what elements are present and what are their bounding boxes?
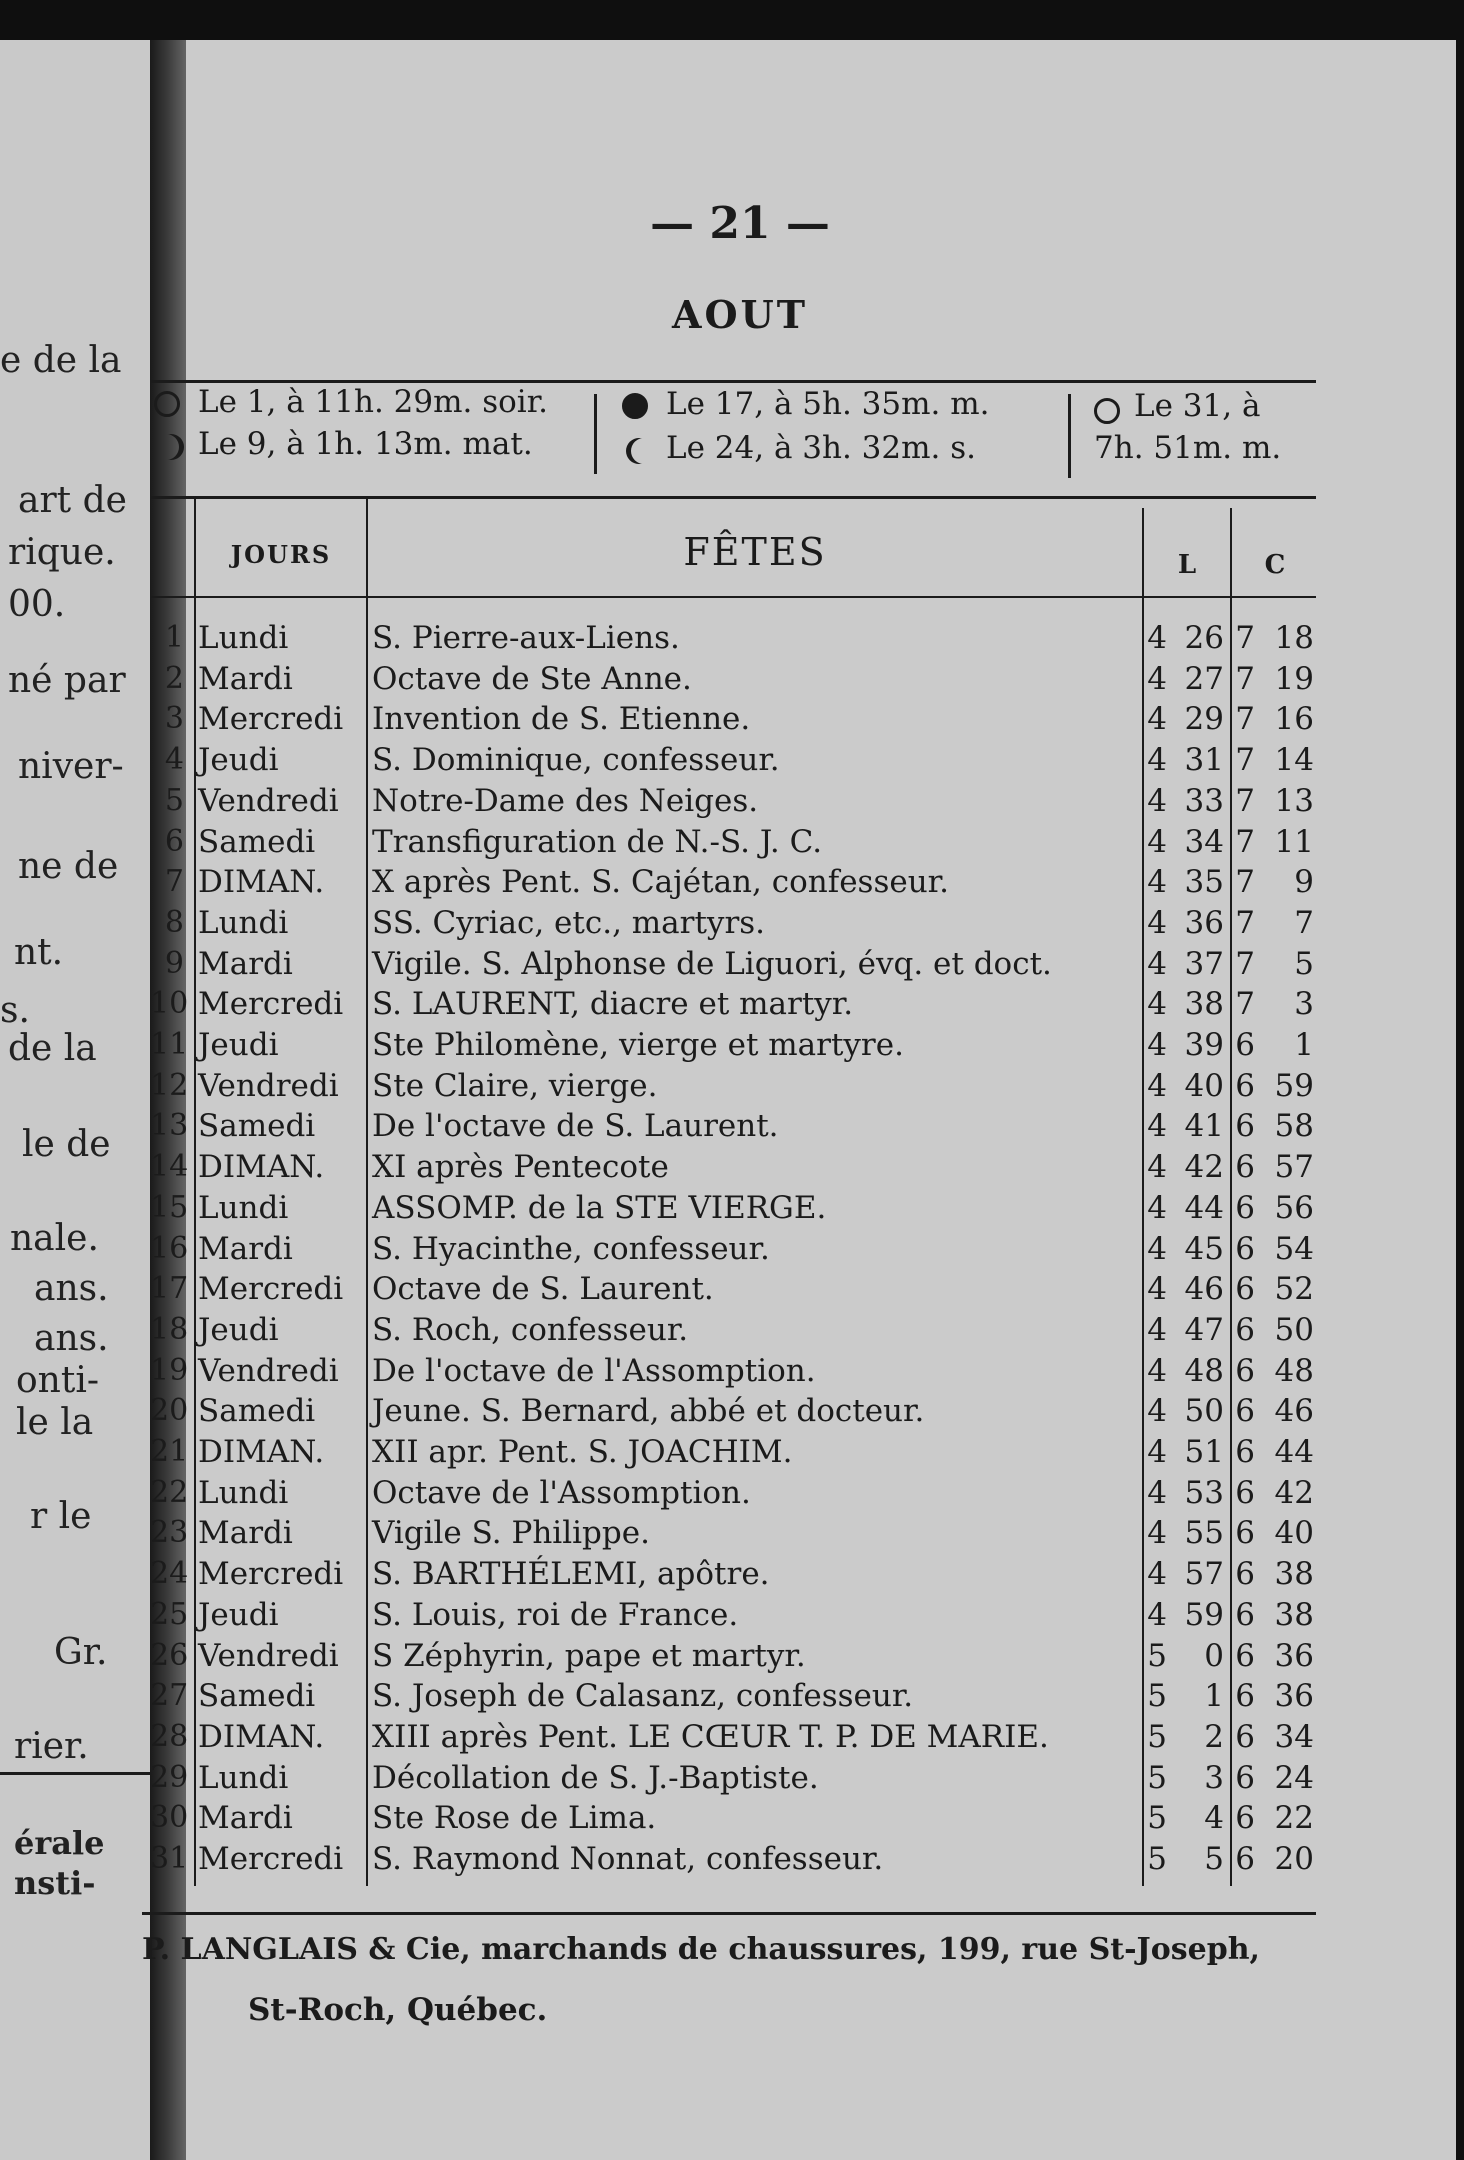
moon-phase-text: 7h. 51m. m. xyxy=(1094,430,1282,466)
left-fragment: rier. xyxy=(14,1726,89,1767)
left-fragment: ans. xyxy=(34,1318,109,1359)
sunset-minute: 46 xyxy=(1274,1393,1314,1430)
table-row xyxy=(0,862,1464,902)
header-rule xyxy=(150,596,1316,598)
table-row xyxy=(0,1025,1464,1065)
left-fragment: r le xyxy=(30,1496,92,1537)
table-row xyxy=(0,1676,1464,1716)
sunrise-minute: 57 xyxy=(1184,1556,1224,1593)
sunset-hour: 6 xyxy=(1235,1596,1255,1633)
sunset-minute: 20 xyxy=(1274,1841,1314,1877)
feast-name: S. LAURENT, diacre et martyr. xyxy=(372,986,854,1023)
feast-name: S. Roch, confesseur. xyxy=(372,1311,689,1348)
sunrise-hour: 4 xyxy=(1147,1230,1167,1267)
sunrise-hour: 4 xyxy=(1147,742,1167,779)
sunset-hour: 7 xyxy=(1235,620,1255,656)
full-moon-icon xyxy=(622,393,648,419)
new-moon-icon xyxy=(1094,398,1120,424)
left-fragment: ans. xyxy=(34,1268,109,1309)
moon-phase-text: Le 1, à 11h. 29m. soir. xyxy=(198,384,548,420)
day-number: 13 xyxy=(150,1108,189,1144)
last-quarter-icon xyxy=(626,438,652,464)
sunset-minute: 11 xyxy=(1274,823,1314,860)
sunset-minute: 57 xyxy=(1274,1149,1314,1186)
table-row xyxy=(0,1229,1464,1269)
feast-name: Notre-Dame des Neiges. xyxy=(372,782,759,819)
sunset-hour: 7 xyxy=(1235,945,1255,982)
left-fragment: art de xyxy=(18,480,127,521)
day-number: 24 xyxy=(150,1556,189,1592)
weekday: Vendredi xyxy=(198,1637,339,1674)
table-row xyxy=(0,1758,1464,1798)
moon-top-rule xyxy=(150,380,1316,383)
sunset-hour: 7 xyxy=(1235,986,1255,1023)
feast-name: S. Dominique, confesseur. xyxy=(372,742,780,779)
sunrise-hour: 4 xyxy=(1147,904,1167,941)
sunrise-minute: 37 xyxy=(1184,945,1224,982)
sunrise-minute: 2 xyxy=(1204,1718,1224,1755)
sunset-minute: 54 xyxy=(1274,1230,1314,1267)
day-number: 12 xyxy=(150,1067,189,1103)
sunset-minute: 13 xyxy=(1274,782,1314,819)
feast-name: S. BARTHÉLEMI, apôtre. xyxy=(372,1556,770,1593)
sunrise-hour: 4 xyxy=(1147,1515,1167,1552)
table-row xyxy=(0,1513,1464,1553)
left-fragment: le de xyxy=(22,1124,111,1165)
sunset-minute: 42 xyxy=(1274,1474,1314,1511)
sunrise-minute: 50 xyxy=(1184,1393,1224,1430)
feast-name: X après Pent. S. Cajétan, confesseur. xyxy=(372,864,949,901)
moon-phase-text: Le 9, à 1h. 13m. mat. xyxy=(198,426,533,462)
weekday: Mardi xyxy=(198,1800,293,1837)
weekday: DIMAN. xyxy=(198,1434,325,1470)
weekday: Jeudi xyxy=(198,1311,279,1348)
feast-name: Octave de S. Laurent. xyxy=(372,1271,714,1308)
sunrise-hour: 4 xyxy=(1147,1596,1167,1633)
sunrise-hour: 4 xyxy=(1147,1474,1167,1511)
day-number: 22 xyxy=(150,1474,189,1510)
weekday: Vendredi xyxy=(198,1352,339,1389)
table-row xyxy=(0,781,1464,821)
feast-name: ASSOMP. de la STE VIERGE. xyxy=(372,1189,827,1226)
weekday: Lundi xyxy=(198,1189,289,1226)
feast-name: Vigile S. Philippe. xyxy=(372,1515,650,1552)
sunrise-hour: 4 xyxy=(1147,1189,1167,1226)
sunrise-hour: 5 xyxy=(1147,1759,1167,1796)
sunset-minute: 59 xyxy=(1274,1067,1314,1104)
sunrise-minute: 3 xyxy=(1204,1759,1224,1796)
sunset-hour: 6 xyxy=(1235,1311,1255,1348)
sunset-hour: 6 xyxy=(1235,1067,1255,1104)
header-c: C xyxy=(1264,550,1286,580)
sunset-hour: 6 xyxy=(1235,1189,1255,1226)
sunset-minute: 38 xyxy=(1274,1556,1314,1593)
feast-name: S. Hyacinthe, confesseur. xyxy=(372,1230,770,1267)
sunset-minute: 48 xyxy=(1274,1352,1314,1389)
feast-name: XIII après Pent. LE CŒUR T. P. DE MARIE. xyxy=(372,1718,1049,1755)
weekday: Vendredi xyxy=(198,1067,339,1104)
day-number: 25 xyxy=(150,1596,189,1632)
day-number: 26 xyxy=(150,1637,189,1673)
day-number: 14 xyxy=(150,1149,189,1185)
weekday: Mardi xyxy=(198,1515,293,1552)
sunrise-minute: 31 xyxy=(1184,742,1224,779)
sunset-hour: 6 xyxy=(1235,1108,1255,1145)
header-fetes: FÊTES xyxy=(683,530,827,574)
sunset-hour: 6 xyxy=(1235,1352,1255,1389)
feast-name: Octave de l'Assomption. xyxy=(372,1474,751,1511)
weekday: DIMAN. xyxy=(198,1718,325,1755)
sunrise-hour: 4 xyxy=(1147,1108,1167,1145)
moon-phase-text: Le 31, à xyxy=(1134,388,1261,424)
sunset-minute: 1 xyxy=(1294,1027,1314,1063)
sunrise-minute: 27 xyxy=(1184,660,1224,697)
sunset-minute: 14 xyxy=(1274,742,1314,779)
day-number: 19 xyxy=(150,1352,189,1388)
sunrise-hour: 4 xyxy=(1147,1352,1167,1389)
sunrise-hour: 4 xyxy=(1147,620,1167,656)
sunrise-minute: 45 xyxy=(1184,1230,1224,1267)
left-fragment: rique. xyxy=(8,532,116,573)
table-row xyxy=(0,618,1464,658)
table-row xyxy=(0,1839,1464,1879)
moon-phase-text: Le 17, à 5h. 35m. m. xyxy=(666,386,990,422)
sunset-minute: 24 xyxy=(1274,1759,1314,1796)
feast-name: Invention de S. Etienne. xyxy=(372,701,751,738)
sunset-hour: 6 xyxy=(1235,1718,1255,1755)
sunset-minute: 18 xyxy=(1274,620,1314,656)
sunrise-minute: 35 xyxy=(1184,864,1224,901)
sunrise-minute: 4 xyxy=(1204,1800,1224,1837)
day-number: 27 xyxy=(150,1678,189,1714)
sunrise-minute: 46 xyxy=(1184,1271,1224,1308)
weekday: Jeudi xyxy=(198,1027,279,1063)
sunrise-minute: 41 xyxy=(1184,1108,1224,1145)
day-number: 29 xyxy=(150,1759,189,1795)
sunset-hour: 7 xyxy=(1235,660,1255,697)
left-fragment: le la xyxy=(16,1402,94,1443)
day-number: 1 xyxy=(164,620,184,655)
left-fragment: nt. xyxy=(14,932,64,973)
feast-name: S. Pierre-aux-Liens. xyxy=(372,620,680,656)
left-fragment: 00. xyxy=(8,584,66,625)
sunset-minute: 40 xyxy=(1274,1515,1314,1552)
table-row xyxy=(0,1269,1464,1309)
weekday: Samedi xyxy=(198,1678,316,1715)
sunrise-minute: 42 xyxy=(1184,1149,1224,1186)
sunrise-hour: 4 xyxy=(1147,1027,1167,1063)
moon-divider xyxy=(1068,394,1071,478)
day-number: 6 xyxy=(164,823,184,859)
day-number: 5 xyxy=(164,782,184,818)
sunset-minute: 56 xyxy=(1274,1189,1314,1226)
day-number: 2 xyxy=(164,660,184,696)
sunset-hour: 6 xyxy=(1235,1637,1255,1674)
sunrise-hour: 5 xyxy=(1147,1678,1167,1715)
weekday: Lundi xyxy=(198,1759,289,1796)
sunset-hour: 7 xyxy=(1235,701,1255,738)
weekday: Mercredi xyxy=(198,1271,344,1308)
sunset-hour: 6 xyxy=(1235,1474,1255,1511)
sunrise-minute: 39 xyxy=(1184,1027,1224,1063)
weekday: Jeudi xyxy=(198,1596,279,1633)
table-row xyxy=(0,1106,1464,1146)
first-quarter-icon xyxy=(158,434,184,460)
sunrise-minute: 47 xyxy=(1184,1311,1224,1348)
left-fragment: nsti- xyxy=(14,1864,96,1902)
table-row xyxy=(0,1798,1464,1838)
day-number: 23 xyxy=(150,1515,189,1551)
day-number: 20 xyxy=(150,1393,189,1429)
sunrise-minute: 53 xyxy=(1184,1474,1224,1511)
sunset-minute: 36 xyxy=(1274,1637,1314,1674)
sunset-hour: 6 xyxy=(1235,1230,1255,1267)
sunset-minute: 50 xyxy=(1274,1311,1314,1348)
sunrise-hour: 4 xyxy=(1147,1149,1167,1186)
sunrise-hour: 5 xyxy=(1147,1800,1167,1837)
left-fragment: érale xyxy=(14,1824,105,1862)
day-number: 3 xyxy=(164,701,184,737)
sunrise-minute: 29 xyxy=(1184,701,1224,738)
sunset-minute: 36 xyxy=(1274,1678,1314,1715)
day-number: 16 xyxy=(150,1230,189,1266)
sunrise-hour: 4 xyxy=(1147,1556,1167,1593)
page-number: — 21 — xyxy=(650,198,830,249)
left-fragment: Gr. xyxy=(54,1632,108,1673)
month-title: AOUT xyxy=(671,292,808,337)
sunrise-hour: 4 xyxy=(1147,782,1167,819)
feast-name: Ste Philomène, vierge et martyre. xyxy=(372,1027,904,1063)
weekday: Mardi xyxy=(198,1230,293,1267)
table-row xyxy=(0,1310,1464,1350)
sunrise-minute: 26 xyxy=(1184,620,1224,656)
weekday: Samedi xyxy=(198,1108,316,1145)
sunset-hour: 6 xyxy=(1235,1678,1255,1715)
table-row xyxy=(0,1391,1464,1431)
left-fragment: s. xyxy=(0,990,30,1031)
day-number: 7 xyxy=(164,864,184,900)
sunrise-hour: 5 xyxy=(1147,1841,1167,1877)
sunrise-hour: 4 xyxy=(1147,701,1167,738)
sunset-hour: 6 xyxy=(1235,1149,1255,1186)
sunrise-minute: 5 xyxy=(1204,1841,1224,1877)
feast-name: S. Raymond Nonnat, confesseur. xyxy=(372,1841,884,1877)
table-row xyxy=(0,1066,1464,1106)
sunrise-hour: 5 xyxy=(1147,1637,1167,1674)
sunset-hour: 7 xyxy=(1235,742,1255,779)
day-number: 11 xyxy=(150,1027,189,1062)
sunrise-minute: 44 xyxy=(1184,1189,1224,1226)
sunrise-minute: 55 xyxy=(1184,1515,1224,1552)
sunrise-minute: 48 xyxy=(1184,1352,1224,1389)
table-row xyxy=(0,1554,1464,1594)
sunset-minute: 52 xyxy=(1274,1271,1314,1308)
left-fragment: nale. xyxy=(10,1218,99,1259)
table-row xyxy=(0,903,1464,943)
feast-name: Octave de Ste Anne. xyxy=(372,660,692,697)
sunset-minute: 5 xyxy=(1294,945,1314,982)
sunset-minute: 9 xyxy=(1294,864,1314,901)
day-number: 31 xyxy=(150,1841,189,1876)
weekday: DIMAN. xyxy=(198,864,325,901)
sunset-hour: 6 xyxy=(1235,1434,1255,1470)
left-fragment: e de la xyxy=(0,340,122,381)
table-row xyxy=(0,1473,1464,1513)
day-number: 18 xyxy=(150,1311,189,1347)
weekday: Mercredi xyxy=(198,1556,344,1593)
weekday: Vendredi xyxy=(198,782,339,819)
table-row xyxy=(0,699,1464,739)
feast-name: Ste Claire, vierge. xyxy=(372,1067,658,1104)
table-row xyxy=(0,944,1464,984)
sunrise-minute: 59 xyxy=(1184,1596,1224,1633)
weekday: Mercredi xyxy=(198,1841,344,1877)
sunset-minute: 3 xyxy=(1294,986,1314,1023)
weekday: Lundi xyxy=(198,620,289,656)
table-row xyxy=(0,1595,1464,1635)
sunrise-minute: 0 xyxy=(1204,1637,1224,1674)
sunrise-hour: 4 xyxy=(1147,1271,1167,1308)
feast-name: Jeune. S. Bernard, abbé et docteur. xyxy=(372,1393,925,1430)
sunset-hour: 6 xyxy=(1235,1800,1255,1837)
feast-name: SS. Cyriac, etc., martyrs. xyxy=(372,904,766,941)
sunset-hour: 6 xyxy=(1235,1393,1255,1430)
sunrise-minute: 38 xyxy=(1184,986,1224,1023)
sunset-hour: 7 xyxy=(1235,823,1255,860)
sunrise-hour: 5 xyxy=(1147,1718,1167,1755)
table-row xyxy=(0,1717,1464,1757)
day-number: 21 xyxy=(150,1434,189,1469)
day-number: 28 xyxy=(150,1718,189,1754)
header-l: L xyxy=(1177,550,1197,580)
day-number: 4 xyxy=(164,742,184,778)
sunrise-minute: 40 xyxy=(1184,1067,1224,1104)
left-fragment: niver- xyxy=(18,746,124,787)
weekday: Samedi xyxy=(198,1393,316,1430)
sunset-minute: 58 xyxy=(1274,1108,1314,1145)
feast-name: S Zéphyrin, pape et martyr. xyxy=(372,1637,806,1674)
sunset-hour: 6 xyxy=(1235,1556,1255,1593)
feast-name: XI après Pentecote xyxy=(372,1149,669,1186)
table-row xyxy=(0,1188,1464,1228)
feast-name: S. Joseph de Calasanz, confesseur. xyxy=(372,1678,914,1715)
table-row xyxy=(0,659,1464,699)
sunset-hour: 6 xyxy=(1235,1271,1255,1308)
sunset-hour: 7 xyxy=(1235,904,1255,941)
sunrise-minute: 33 xyxy=(1184,782,1224,819)
sunrise-hour: 4 xyxy=(1147,823,1167,860)
feast-name: XII apr. Pent. S. JOACHIM. xyxy=(372,1434,793,1470)
new-moon-icon xyxy=(154,391,180,417)
sunrise-minute: 1 xyxy=(1204,1678,1224,1715)
weekday: Lundi xyxy=(198,904,289,941)
sunset-hour: 6 xyxy=(1235,1841,1255,1877)
weekday: Jeudi xyxy=(198,742,279,779)
table-row xyxy=(0,740,1464,780)
weekday: Mercredi xyxy=(198,701,344,738)
sunset-minute: 7 xyxy=(1294,904,1314,941)
sunrise-hour: 4 xyxy=(1147,986,1167,1023)
sunset-hour: 6 xyxy=(1235,1759,1255,1796)
footer-advert-line1: P. LANGLAIS & Cie, marchands de chaussures, 199, rue St-Joseph, xyxy=(142,1932,1260,1967)
sunrise-hour: 4 xyxy=(1147,945,1167,982)
day-number: 30 xyxy=(150,1800,189,1836)
moon-bottom-rule xyxy=(150,496,1316,499)
table-row xyxy=(0,1432,1464,1472)
sunset-hour: 7 xyxy=(1235,782,1255,819)
feast-name: Transfiguration de N.-S. J. C. xyxy=(372,823,823,860)
table-row xyxy=(0,822,1464,862)
weekday: Mercredi xyxy=(198,986,344,1023)
feast-name: Vigile. S. Alphonse de Liguori, évq. et doct. xyxy=(372,945,1052,982)
left-fragment: ne de xyxy=(18,846,119,887)
weekday: Mardi xyxy=(198,660,293,697)
feast-name: Ste Rose de Lima. xyxy=(372,1800,657,1837)
footer-rule xyxy=(142,1912,1316,1915)
moon-divider xyxy=(594,394,597,474)
moon-phase-text: Le 24, à 3h. 32m. s. xyxy=(666,430,976,466)
sunrise-hour: 4 xyxy=(1147,1067,1167,1104)
sunset-minute: 38 xyxy=(1274,1596,1314,1633)
weekday: DIMAN. xyxy=(198,1149,325,1186)
weekday: Mardi xyxy=(198,945,293,982)
sunset-hour: 6 xyxy=(1235,1515,1255,1552)
left-fragment: de la xyxy=(8,1028,97,1069)
feast-name: De l'octave de S. Laurent. xyxy=(372,1108,779,1145)
sunrise-minute: 34 xyxy=(1184,823,1224,860)
left-fragment: onti- xyxy=(16,1360,100,1401)
sunrise-hour: 4 xyxy=(1147,1434,1167,1470)
sunset-minute: 22 xyxy=(1274,1800,1314,1837)
sunrise-hour: 4 xyxy=(1147,1311,1167,1348)
sunrise-hour: 4 xyxy=(1147,1393,1167,1430)
sunrise-hour: 4 xyxy=(1147,660,1167,697)
table-row xyxy=(0,984,1464,1024)
table-row xyxy=(0,1636,1464,1676)
sunrise-hour: 4 xyxy=(1147,864,1167,901)
sunrise-minute: 36 xyxy=(1184,904,1224,941)
weekday: Lundi xyxy=(198,1474,289,1511)
day-number: 10 xyxy=(150,986,189,1022)
feast-name: De l'octave de l'Assomption. xyxy=(372,1352,816,1389)
header-jours: JOURS xyxy=(230,540,332,569)
left-fragment: né par xyxy=(8,660,126,701)
table-row xyxy=(0,1351,1464,1391)
sunset-minute: 34 xyxy=(1274,1718,1314,1755)
sunrise-minute: 51 xyxy=(1184,1434,1224,1470)
sunset-hour: 7 xyxy=(1235,864,1255,901)
day-number: 8 xyxy=(164,904,184,940)
sunset-minute: 44 xyxy=(1274,1434,1314,1470)
sunset-minute: 16 xyxy=(1274,701,1314,738)
weekday: Samedi xyxy=(198,823,316,860)
day-number: 9 xyxy=(164,945,184,981)
day-number: 17 xyxy=(150,1271,189,1307)
day-number: 15 xyxy=(150,1189,189,1225)
footer-advert-line2: St-Roch, Québec. xyxy=(248,1992,548,2028)
feast-name: S. Louis, roi de France. xyxy=(372,1596,739,1633)
sunset-minute: 19 xyxy=(1274,660,1314,697)
table-row xyxy=(0,1147,1464,1187)
sunset-hour: 6 xyxy=(1235,1027,1255,1063)
feast-name: Décollation de S. J.-Baptiste. xyxy=(372,1759,819,1796)
